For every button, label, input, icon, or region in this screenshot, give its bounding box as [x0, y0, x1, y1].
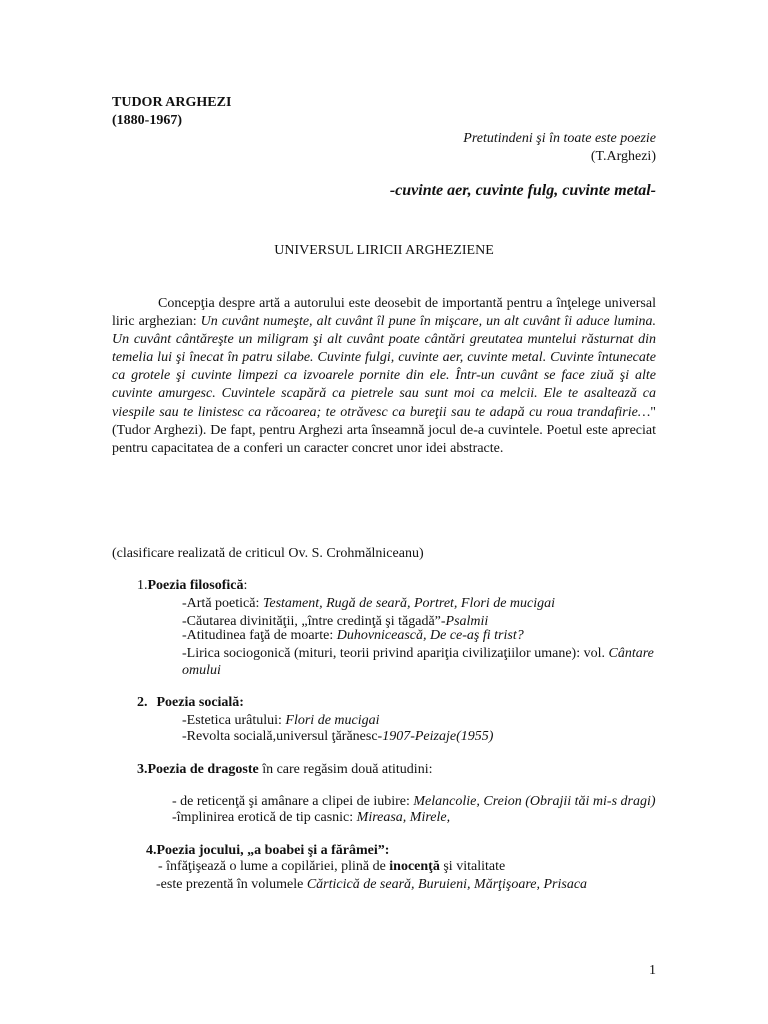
- section-2-number: 2.: [137, 695, 148, 710]
- section-1-heading: [137, 577, 247, 595]
- list-item: -Lirica sociogonică (mituri, teorii privind apariţia civilizaţiilor umane): vol. Cântare omului: [182, 646, 654, 678]
- section-4-title: Poezia jocului, „a boabei şi a fărâmei”:: [156, 843, 390, 858]
- intro-text: Concepţia despre artă a autorului este deosebit de importantă pentru a înţelege universal liric arghezian:: [112, 296, 656, 330]
- section-1-suffix: :: [243, 578, 248, 593]
- intro-text-end: " (Tudor Arghezi). De fapt, pentru Arghezi arta înseamnă jocul de-a cuvintele. Poetul este apreciat pentru capacitatea de a conferi un caracter concret unor idei abstracte.: [112, 404, 656, 456]
- section-2-title: Poezia socială:: [156, 695, 244, 710]
- section-3-heading: [137, 761, 432, 779]
- intro-paragraph: [112, 295, 656, 458]
- list-item: -Atitudinea faţă de moarte: Duhovnicească, De ce-aş fi trist?: [182, 628, 524, 643]
- section-4-number: 4.: [146, 843, 157, 858]
- author-name: TUDOR ARGHEZI: [112, 95, 232, 110]
- list-item: -Estetica urâtului: Flori de mucigai: [182, 713, 380, 728]
- subtitle: -cuvinte aer, cuvinte fulg, cuvinte metal-: [389, 182, 656, 199]
- list-item: -este prezentă în volumele Cărticică de seară, Buruieni, Mărţişoare, Prisaca: [156, 877, 588, 892]
- section-1-title: Poezia filosofică: [147, 578, 244, 593]
- list-item: - înfăţişează o lume a copilăriei, plină de inocenţă şi vitalitate: [158, 859, 506, 874]
- list-item: -împlinirea erotică de tip casnic: Mireasa, Mirele,: [172, 810, 451, 825]
- classification-note: (clasificare realizată de criticul Ov. S. Crohmălniceanu): [112, 546, 424, 561]
- section-title: UNIVERSUL LIRICII ARGHEZIENE: [274, 243, 494, 258]
- section-3-number: 3.: [137, 762, 148, 777]
- section-3-rest: în care regăsim două atitudini:: [258, 762, 433, 777]
- list-item: -Artă poetică: Testament, Rugă de seară, Portret, Flori de mucigai: [182, 596, 556, 611]
- section-3-title: Poezia de dragoste: [147, 762, 259, 777]
- list-item: - de reticenţă şi amânare a clipei de iubire: Melancolie, Creion (Obrajii tăi mi-s dragi): [172, 794, 656, 809]
- list-item: -Căutarea divinităţii, „între credinţă şi tăgadă”-Psalmii: [182, 614, 489, 629]
- motto-quote: Pretutindeni şi în toate este poezie: [463, 131, 656, 146]
- author-years: (1880-1967): [112, 113, 182, 128]
- section-1-number: 1.: [137, 578, 148, 593]
- page-number: 1: [649, 963, 656, 978]
- list-item: -Revolta socială,universul ţărănesc-1907-Peizaje(1955): [182, 729, 494, 744]
- section-2-heading: [137, 694, 244, 712]
- motto-attribution: (T.Arghezi): [590, 149, 656, 164]
- intro-quote: Un cuvânt numeşte, alt cuvânt îl pune în mişcare, un alt cuvânt îi aduce lumina. Un cuvânt cântăreşte un miligram şi alt cuvânt poate cântări greutatea muntelui răsturnat din temelia lui şi înecat în patru silabe. Cuvinte fulgi, cuvinte aer, cuvinte metal. Cuvinte întunecate ca grotele şi cuvinte limpezi ca izvoarele pornite din ele. Într-un cuvânt se face ziuă şi alte cuvinte amurgesc. Cuvintele scapără ca pietrele sau sunt moi ca melcii. Ele te asaltează ca viespile sau te linistesc ca răcoarea; te otrăvesc ca bureţii sau te adapă cu roua trandafirie…: [112, 314, 656, 420]
